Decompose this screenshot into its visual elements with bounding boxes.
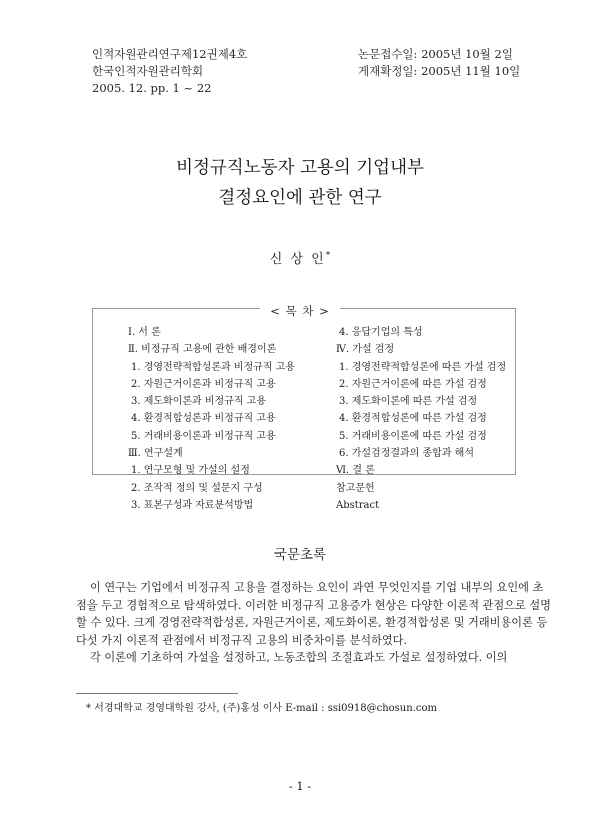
- toc-item: 2. 자원근거이론과 비정규직 고용: [131, 378, 276, 390]
- toc-heading: < 목 차 >: [0, 300, 600, 319]
- footnote-divider: [76, 693, 238, 694]
- toc-item: 1. 연구모형 및 가설의 설정: [131, 465, 250, 477]
- toc-item: 3. 표본구성과 자료분석방법: [131, 499, 254, 511]
- submission-dates: [358, 46, 520, 80]
- toc-item: Abstract: [336, 499, 380, 511]
- toc-item: 6. 가설검정결과의 종합과 해석: [339, 448, 474, 460]
- author: [0, 248, 600, 267]
- toc-item: 2. 조작적 정의 및 설문지 구성: [131, 482, 263, 494]
- toc-item: 4. 환경적합성론에 따른 가설 검정: [339, 413, 487, 425]
- accepted-date: 게재확정일: 2005년 11월 10일: [358, 64, 521, 78]
- journal-society: 한국인적자원관리학회: [92, 64, 204, 78]
- paper-title-line-1: 비정규직노동자 고용의 기업내부: [176, 158, 424, 178]
- abstract-line: 다섯 가지 이론적 관점에서 비정규직 고용의 비중차이를 분석하였다.: [76, 633, 408, 647]
- journal-volume: 인적자원관리연구제12권제4호: [92, 47, 248, 61]
- toc-item: Ⅵ. 결 론: [336, 465, 375, 477]
- author-name: 신 상 인: [269, 252, 326, 267]
- abstract-body: [76, 579, 551, 667]
- toc-item: 1. 경영전략적합성론과 비정규직 고용: [131, 361, 295, 373]
- paper-title-line-2: 결정요인에 관한 연구: [218, 188, 382, 208]
- toc-item: Ⅰ. 서 론: [128, 327, 161, 338]
- received-date: 논문접수일: 2005년 10월 2일: [358, 47, 513, 61]
- toc-item: 4. 환경적합성론과 비정규직 고용: [131, 413, 276, 425]
- toc-left-column: [128, 324, 295, 514]
- toc-item: Ⅲ. 연구설계: [128, 448, 183, 460]
- page-number: - 1 -: [288, 779, 312, 793]
- toc-item: 1. 경영전략적합성론에 따른 가설 검정: [339, 361, 507, 373]
- toc-item: 참고문헌: [336, 482, 375, 494]
- toc-item: Ⅱ. 비정규직 고용에 관한 배경이론: [128, 344, 277, 356]
- abstract-heading: 국문초록: [273, 547, 327, 563]
- abstract-line: 각 이론에 기초하여 가설을 설정하고, 노동조합의 조절효과도 가설로 설정하였다. 이의: [90, 651, 508, 665]
- toc-item: 3. 제도화이론과 비정규직 고용: [131, 396, 266, 408]
- author-footnote: * 서경대학교 경영대학원 강사, (주)홍성 이사 E-mail : ssi0918@chosun.com: [86, 703, 437, 714]
- journal-info: [92, 46, 247, 97]
- abstract-line: 이 연구는 기업에서 비정규직 고용을 결정하는 요인이 과연 무엇인지를 기업 내부의 요인에 초: [90, 581, 544, 594]
- journal-pages: 2005. 12. pp. 1 ~ 22: [92, 81, 212, 95]
- abstract-line: 점을 두고 경험적으로 탐색하였다. 이러한 비정규직 고용증가 현상은 다양한 이론적 관점으로 설명: [76, 598, 551, 612]
- toc-item: 5. 거래비용이론에 따른 가설 검정: [339, 430, 487, 442]
- author-footnote-mark: *: [325, 250, 331, 261]
- toc-item: 2. 자원근거이론에 따른 가설 검정: [339, 378, 487, 390]
- toc-item: 5. 거래비용이론과 비정규직 고용: [131, 430, 276, 442]
- toc-item: Ⅳ. 가설 검정: [336, 344, 395, 356]
- toc-item: 4. 응답기업의 특성: [339, 327, 423, 338]
- toc-right-column: [336, 324, 506, 514]
- abstract-line: 할 수 있다. 크게 경영전략적합성론, 자원근거이론, 제도화이론, 환경적합성론 및 거래비용이론 등: [76, 616, 548, 630]
- toc-item: 3. 제도화이론에 따른 가설 검정: [339, 396, 478, 408]
